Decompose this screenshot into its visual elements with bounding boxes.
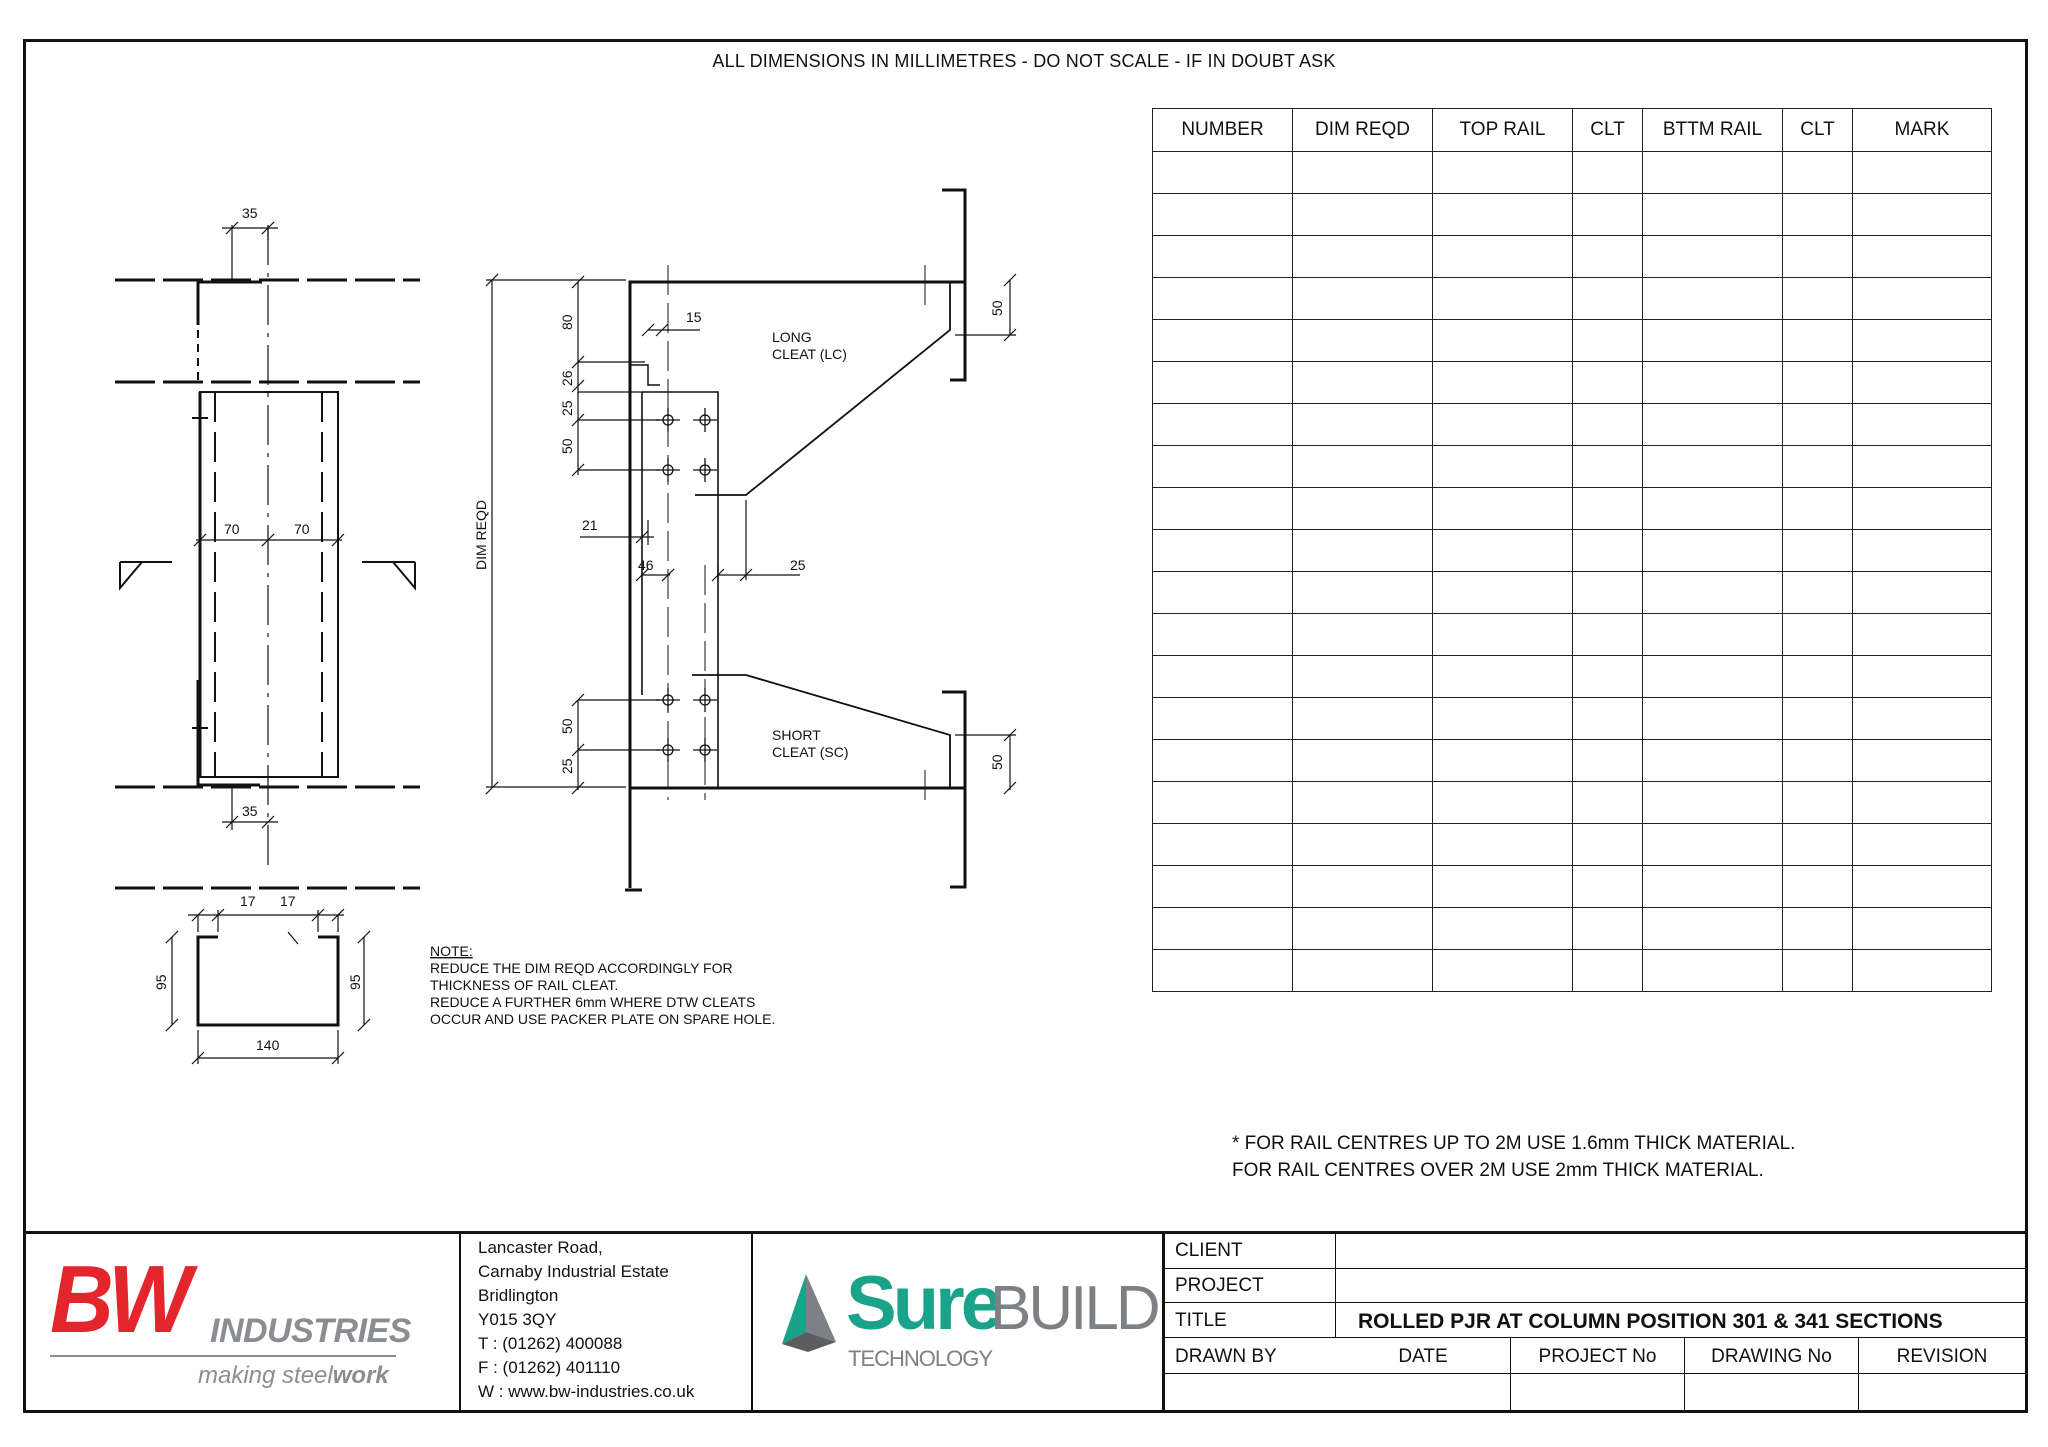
- note-line: OCCUR AND USE PACKER PLATE ON SPARE HOLE.: [430, 1011, 776, 1027]
- title-block-divider: [751, 1231, 753, 1413]
- channel-section: [198, 937, 338, 1025]
- address-line: Carnaby Industrial Estate: [478, 1262, 669, 1281]
- company-address: [478, 1236, 694, 1404]
- title-block-rule: [1162, 1337, 2028, 1338]
- title-block-rule: [1162, 1373, 2028, 1374]
- revision-label: REVISION: [1896, 1346, 1988, 1367]
- dim-50-a: 50: [559, 438, 575, 454]
- bw-logo-rule: [50, 1355, 396, 1357]
- note-line: REDUCE THE DIM REQD ACCORDINGLY FOR: [430, 960, 733, 976]
- project-label: PROJECT: [1175, 1275, 1264, 1296]
- dim-95-right: 95: [347, 974, 363, 990]
- title-block-divider: [459, 1231, 461, 1413]
- dim-17-a: 17: [240, 893, 256, 909]
- surebuild-sure: Sure: [846, 1261, 999, 1346]
- col-dim-reqd: DIM REQD: [1293, 109, 1433, 152]
- col-clt-top: CLT: [1573, 109, 1643, 152]
- title-block-top-rule: [23, 1231, 2028, 1234]
- dim-50-b: 50: [559, 718, 575, 734]
- note-heading: NOTE:: [430, 943, 473, 959]
- phone-line: T : (01262) 400088: [478, 1334, 623, 1353]
- note-line: THICKNESS OF RAIL CLEAT.: [430, 977, 619, 993]
- title-block-rule: [1162, 1268, 2028, 1269]
- address-line: Lancaster Road,: [478, 1238, 603, 1257]
- date-label: DATE: [1398, 1346, 1448, 1367]
- drawing-no-label: DRAWING No: [1711, 1346, 1832, 1367]
- fax-line: F : (01262) 401110: [478, 1358, 621, 1377]
- dim-reqd-label: DIM REQD: [473, 500, 489, 570]
- dimensions-note: ALL DIMENSIONS IN MILLIMETRES - DO NOT SCALE - IF IN DOUBT ASK: [712, 51, 1336, 71]
- surebuild-logo: [778, 1261, 1158, 1382]
- bw-logo-tagline: making steelwork: [198, 1362, 389, 1389]
- title-block-divider: [1335, 1231, 1336, 1337]
- plate-outline: [630, 282, 965, 888]
- material-note-line: * FOR RAIL CENTRES UP TO 2M USE 1.6mm THICK MATERIAL.: [1232, 1133, 1796, 1154]
- bw-logo-industries: INDUSTRIES: [210, 1312, 411, 1350]
- title-block-divider: [1162, 1231, 1165, 1413]
- dim-15: 15: [686, 309, 702, 325]
- dim-17-b: 17: [280, 893, 296, 909]
- long-cleat-label: CLEAT (LC): [772, 346, 847, 362]
- website-line: W : www.bw-industries.co.uk: [478, 1382, 695, 1401]
- title-block-rule: [1162, 1302, 2028, 1303]
- short-cleat-label: SHORT: [772, 727, 821, 743]
- col-mark: MARK: [1853, 109, 1992, 152]
- dim-25-a: 25: [559, 400, 575, 416]
- surebuild-building-icon: [778, 1272, 844, 1352]
- column-section: [200, 392, 338, 777]
- dim-80: 80: [559, 314, 575, 330]
- dim-50-right-top: 50: [989, 300, 1005, 316]
- client-label: CLIENT: [1175, 1240, 1243, 1261]
- address-line: Y015 3QY: [478, 1310, 557, 1329]
- material-note-line: FOR RAIL CENTRES OVER 2M USE 2mm THICK MATERIAL.: [1232, 1160, 1764, 1181]
- bolt-holes: [656, 408, 717, 762]
- title-label: TITLE: [1175, 1310, 1227, 1331]
- dim-35-bottom: 35: [242, 803, 258, 819]
- dim-140: 140: [256, 1037, 280, 1053]
- long-cleat-label: LONG: [772, 329, 812, 345]
- dim-70-left: 70: [224, 521, 240, 537]
- dim-46: 46: [638, 557, 654, 573]
- dim-21: 21: [582, 517, 598, 533]
- col-bttm-rail: BTTM RAIL: [1643, 109, 1783, 152]
- note-line: REDUCE A FURTHER 6mm WHERE DTW CLEATS: [430, 994, 756, 1010]
- surebuild-technology: TECHNOLOGY: [848, 1346, 993, 1371]
- surebuild-build: BUILD: [990, 1274, 1158, 1343]
- col-number: NUMBER: [1153, 109, 1293, 152]
- drawing-title: ROLLED PJR AT COLUMN POSITION 301 & 341 SECTIONS: [1358, 1310, 1943, 1333]
- dim-25-c: 25: [559, 758, 575, 774]
- dim-50-right-bottom: 50: [989, 754, 1005, 770]
- bw-industries-logo: [50, 1246, 411, 1392]
- long-cleat: [695, 282, 950, 495]
- dim-25-b: 25: [790, 557, 806, 573]
- col-clt-bottom: CLT: [1783, 109, 1853, 152]
- address-line: Bridlington: [478, 1286, 559, 1305]
- drawn-by-label: DRAWN BY: [1175, 1346, 1277, 1367]
- dim-35-top: 35: [242, 205, 258, 221]
- bw-logo-mark: BW: [50, 1246, 187, 1353]
- dim-70-right: 70: [294, 521, 310, 537]
- dim-95-left: 95: [153, 974, 169, 990]
- dim-26: 26: [559, 370, 575, 386]
- col-top-rail: TOP RAIL: [1433, 109, 1573, 152]
- short-cleat-label: CLEAT (SC): [772, 744, 849, 760]
- project-no-label: PROJECT No: [1538, 1346, 1657, 1367]
